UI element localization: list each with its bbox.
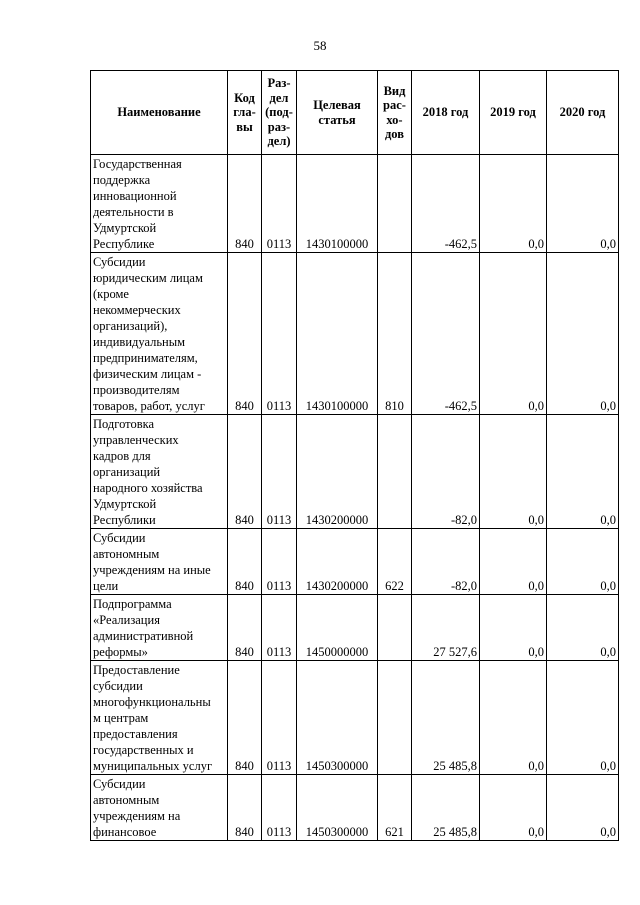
- row-code: 840: [228, 775, 262, 841]
- row-name-line: организаций: [93, 465, 161, 479]
- row-name-line: Субсидии: [93, 531, 146, 545]
- row-target: 1430100000: [297, 155, 378, 253]
- header-name: Наименование: [91, 71, 228, 155]
- row-name-line: товаров, работ, услуг: [93, 399, 205, 413]
- row-target: 1450300000: [297, 661, 378, 775]
- row-target: 1430100000: [297, 253, 378, 415]
- header-target: [297, 71, 378, 155]
- header-section-line: дел): [267, 134, 291, 149]
- row-name-line: финансовое: [93, 825, 157, 839]
- row-name-line: Республике: [93, 237, 155, 251]
- row-value-2018: 25 485,8: [412, 661, 480, 775]
- row-name-line: м центрам: [93, 711, 149, 725]
- row-code: 840: [228, 661, 262, 775]
- row-name-line: поддержка: [93, 173, 151, 187]
- row-section: 0113: [262, 661, 297, 775]
- budget-table: [90, 70, 619, 841]
- row-target: 1450300000: [297, 775, 378, 841]
- row-name-line: Удмуртской: [93, 497, 157, 511]
- header-exptype-line: рас-: [383, 98, 406, 112]
- header-target-line: Целевая: [313, 98, 361, 112]
- row-section: 0113: [262, 775, 297, 841]
- row-name: [91, 155, 228, 253]
- row-name-line: юридическим лицам: [93, 271, 203, 285]
- row-name-line: муниципальных услуг: [93, 759, 213, 773]
- row-value-2020: 0,0: [547, 253, 619, 415]
- header-row: [91, 71, 619, 155]
- header-section: [262, 71, 297, 155]
- row-expense-type: [378, 155, 412, 253]
- header-2020: 2020 год: [547, 71, 619, 155]
- row-name-line: Республики: [93, 513, 156, 527]
- row-target: 1430200000: [297, 529, 378, 595]
- row-name-line: Удмуртской: [93, 221, 157, 235]
- table-row: [91, 155, 619, 253]
- row-code: 840: [228, 253, 262, 415]
- table-row: [91, 661, 619, 775]
- row-value-2019: 0,0: [480, 155, 547, 253]
- row-name-line: Предоставление: [93, 663, 180, 677]
- row-section: 0113: [262, 595, 297, 661]
- header-code-line: гла-: [233, 105, 256, 120]
- row-value-2020: 0,0: [547, 661, 619, 775]
- row-target: 1450000000: [297, 595, 378, 661]
- table-row: [91, 529, 619, 595]
- row-name-line: Государственная: [93, 157, 182, 171]
- row-target: 1430200000: [297, 415, 378, 529]
- row-name-line: инновационной: [93, 189, 177, 203]
- row-value-2019: 0,0: [480, 595, 547, 661]
- row-value-2020: 0,0: [547, 775, 619, 841]
- row-value-2018: -82,0: [412, 415, 480, 529]
- row-value-2018: 27 527,6: [412, 595, 480, 661]
- header-target-line: статья: [318, 112, 356, 127]
- row-name: [91, 415, 228, 529]
- row-value-2018: -82,0: [412, 529, 480, 595]
- row-value-2020: 0,0: [547, 155, 619, 253]
- row-name: [91, 529, 228, 595]
- row-name-line: реформы»: [93, 645, 148, 659]
- row-code: 840: [228, 529, 262, 595]
- row-name-line: индивидуальным: [93, 335, 186, 349]
- row-name-line: государственных и: [93, 743, 194, 757]
- header-exptype-line: дов: [384, 127, 404, 141]
- row-name-line: субсидии: [93, 679, 143, 693]
- row-value-2019: 0,0: [480, 661, 547, 775]
- header-section-line: (под-: [265, 105, 293, 120]
- row-name-line: многофункциональны: [93, 695, 211, 709]
- row-name-line: предпринимателям,: [93, 351, 198, 365]
- header-section-line: Раз-: [267, 76, 291, 91]
- row-section: 0113: [262, 529, 297, 595]
- header-2019: 2019 год: [480, 71, 547, 155]
- row-name-line: автономным: [93, 547, 160, 561]
- row-value-2019: 0,0: [480, 529, 547, 595]
- header-exptype-line: Вид: [383, 83, 406, 98]
- row-value-2019: 0,0: [480, 253, 547, 415]
- row-name-line: организаций),: [93, 319, 168, 333]
- header-code-line: вы: [236, 119, 253, 134]
- row-value-2020: 0,0: [547, 529, 619, 595]
- table-row: [91, 595, 619, 661]
- row-name-line: деятельности в: [93, 205, 174, 219]
- row-expense-type: [378, 415, 412, 529]
- row-value-2018: -462,5: [412, 253, 480, 415]
- row-expense-type: 622: [378, 529, 412, 595]
- row-expense-type: [378, 595, 412, 661]
- table-row: [91, 775, 619, 841]
- page-number: 58: [313, 38, 327, 53]
- row-name-line: учреждениям на иные: [93, 563, 211, 577]
- header-expense-type: [378, 71, 412, 155]
- header-code-line: Код: [234, 90, 255, 105]
- row-name-line: учреждениям на: [93, 809, 181, 823]
- row-code: 840: [228, 595, 262, 661]
- row-value-2018: -462,5: [412, 155, 480, 253]
- row-name-line: кадров для: [93, 449, 151, 463]
- row-section: 0113: [262, 253, 297, 415]
- row-name-line: физическим лицам -: [93, 367, 202, 381]
- row-name-line: цели: [93, 579, 119, 593]
- row-name-line: административной: [93, 629, 194, 643]
- row-name-line: производителям: [93, 383, 180, 397]
- header-code: [228, 71, 262, 155]
- row-name-line: некоммерческих: [93, 303, 181, 317]
- row-name-line: Субсидии: [93, 777, 146, 791]
- row-value-2020: 0,0: [547, 415, 619, 529]
- row-expense-type: 621: [378, 775, 412, 841]
- row-name-line: предоставления: [93, 727, 178, 741]
- row-name: [91, 775, 228, 841]
- table-row: [91, 415, 619, 529]
- row-expense-type: 810: [378, 253, 412, 415]
- row-name: [91, 661, 228, 775]
- header-2018: 2018 год: [412, 71, 480, 155]
- row-code: 840: [228, 415, 262, 529]
- row-section: 0113: [262, 155, 297, 253]
- row-name-line: (кроме: [93, 287, 129, 301]
- header-exptype-line: хо-: [386, 112, 403, 127]
- row-name-line: народного хозяйства: [93, 481, 203, 495]
- row-name-line: Субсидии: [93, 255, 146, 269]
- row-section: 0113: [262, 415, 297, 529]
- header-section-line: раз-: [267, 119, 291, 134]
- row-value-2020: 0,0: [547, 595, 619, 661]
- row-name-line: «Реализация: [93, 613, 160, 627]
- row-name-line: Подготовка: [93, 417, 155, 431]
- row-value-2019: 0,0: [480, 415, 547, 529]
- row-name-line: автономным: [93, 793, 160, 807]
- row-name-line: Подпрограмма: [93, 597, 172, 611]
- row-name: [91, 595, 228, 661]
- row-expense-type: [378, 661, 412, 775]
- header-section-line: дел: [269, 90, 289, 105]
- row-name: [91, 253, 228, 415]
- row-code: 840: [228, 155, 262, 253]
- row-value-2018: 25 485,8: [412, 775, 480, 841]
- table-row: [91, 253, 619, 415]
- row-name-line: управленческих: [93, 433, 179, 447]
- row-value-2019: 0,0: [480, 775, 547, 841]
